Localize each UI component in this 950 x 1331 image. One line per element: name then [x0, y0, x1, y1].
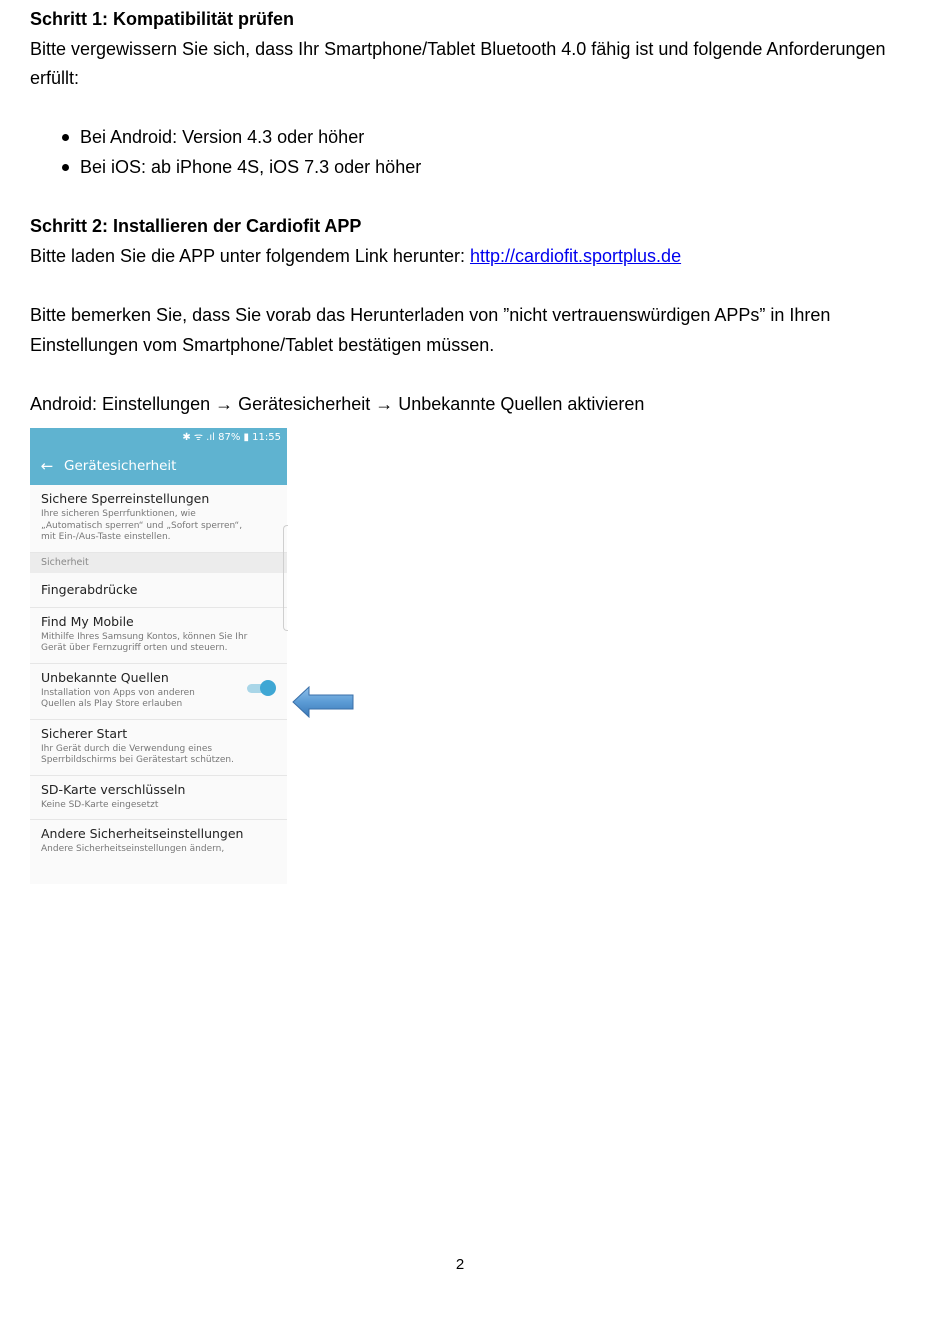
- download-link[interactable]: http://cardiofit.sportplus.de: [469, 245, 682, 266]
- screen-title: Gerätesicherheit: [64, 458, 177, 474]
- item-desc: Mithilfe Ihres Samsung Kontos, können Sie Ihr Gerät über Fernzugriff orten und steuern.: [41, 631, 248, 653]
- settings-item-fingerabdruecke[interactable]: [30, 573, 287, 608]
- item-title: Find My Mobile: [41, 613, 134, 629]
- step2-heading: Schritt 2: Installieren der Cardiofit APP: [30, 216, 362, 237]
- step1-intro-line1: Bitte vergewissern Sie sich, dass Ihr Smartphone/Tablet Bluetooth 4.0 fähig ist und folgende Anforderungen: [30, 38, 886, 59]
- status-bar: ✱ ᯤ .ıl 87% ▮ 11:55: [30, 428, 287, 447]
- item-title: Sichere Sperreinstellungen: [41, 491, 210, 506]
- section-header: Sicherheit: [30, 553, 287, 573]
- note-line2: Einstellungen vom Smartphone/Tablet bestätigen müssen.: [30, 334, 495, 355]
- item-title: Andere Sicherheitseinstellungen: [41, 826, 244, 841]
- list-item: Bei iOS: ab iPhone 4S, iOS 7.3 oder höher: [30, 153, 910, 183]
- item-desc: Installation von Apps von anderen Quellen als Play Store erlauben: [41, 687, 195, 709]
- path-action: Unbekannte Quellen aktivieren: [398, 393, 645, 414]
- pointer-arrow-icon: [292, 686, 354, 718]
- settings-item-sichere-sperreinstellungen[interactable]: [30, 485, 287, 553]
- settings-item-find-my-mobile[interactable]: [30, 608, 287, 664]
- settings-path: [30, 390, 910, 420]
- right-arrow-icon: →: [215, 393, 234, 414]
- document-body: [30, 0, 910, 419]
- download-line: [30, 242, 910, 272]
- app-bar: [30, 447, 287, 485]
- path-security: Gerätesicherheit: [238, 393, 371, 414]
- path-android: Android: Einstellungen: [30, 393, 211, 414]
- item-desc: Andere Sicherheitseinstellungen ändern,: [41, 844, 225, 854]
- item-title: Fingerabdrücke: [41, 581, 138, 597]
- phone-screenshot: [30, 428, 287, 884]
- item-desc: Ihr Gerät durch die Verwendung eines Sperrbildschirms bei Gerätestart schützen.: [41, 743, 234, 765]
- requirements-list: [30, 123, 910, 182]
- unbekannte-quellen-toggle[interactable]: [247, 681, 275, 695]
- download-text: Bitte laden Sie die APP unter folgendem Link herunter:: [30, 245, 470, 266]
- item-desc: Keine SD-Karte eingesetzt: [41, 799, 159, 810]
- page-number: 2: [455, 1256, 465, 1273]
- step1-heading: Schritt 1: Kompatibilität prüfen: [30, 9, 295, 29]
- list-item: Bei Android: Version 4.3 oder höher: [30, 123, 910, 153]
- settings-item-unbekannte-quellen[interactable]: [30, 664, 287, 720]
- item-desc: Ihre sicheren Sperrfunktionen, wie „Automatisch sperren“ und „Sofort sperren“, mit Ein-/Aus-Taste einstellen.: [41, 509, 243, 542]
- back-arrow-icon[interactable]: ←: [40, 457, 54, 475]
- settings-item-andere-sicherheit[interactable]: [30, 820, 287, 864]
- settings-item-sicherer-start[interactable]: [30, 720, 287, 776]
- note-line1: Bitte bemerken Sie, dass Sie vorab das Herunterladen von ”nicht vertrauenswürdigen APPs” in Ihren: [30, 304, 831, 325]
- item-title: SD-Karte verschlüsseln: [41, 781, 186, 797]
- step1-intro-line2: erfüllt:: [30, 68, 80, 89]
- phone-edge-overlay: [283, 525, 288, 631]
- right-arrow-icon: →: [375, 393, 394, 414]
- item-title: Unbekannte Quellen: [41, 669, 169, 685]
- settings-item-sd-karte[interactable]: [30, 776, 287, 821]
- item-title: Sicherer Start: [41, 725, 128, 741]
- toggle-knob: [260, 680, 276, 696]
